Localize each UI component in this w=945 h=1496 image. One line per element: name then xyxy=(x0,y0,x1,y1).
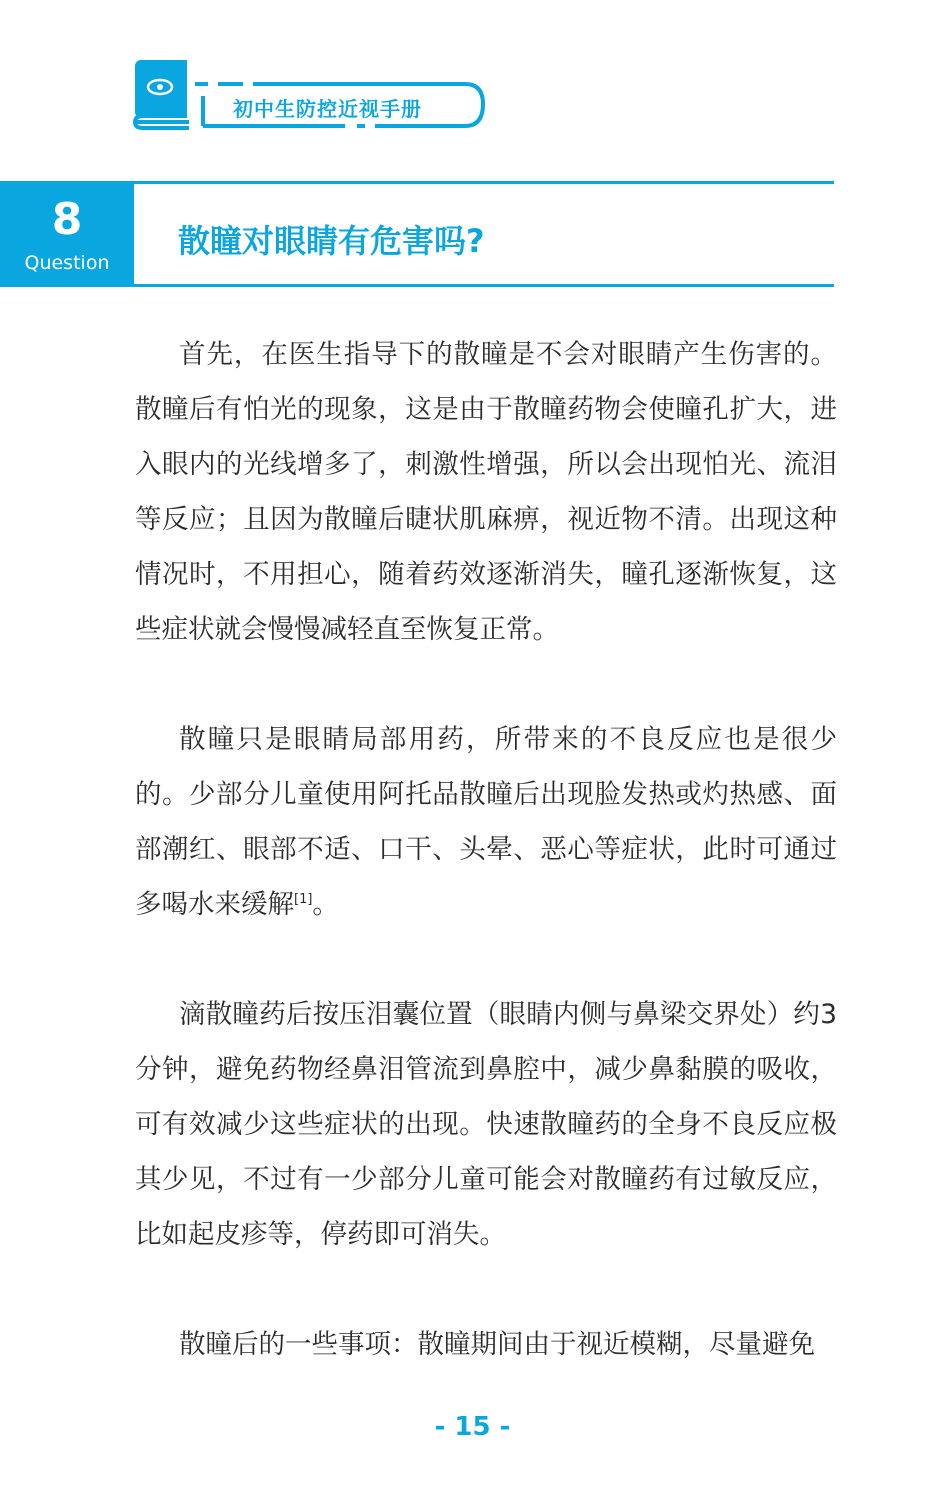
article-body xyxy=(135,327,837,1427)
question-number: 8 xyxy=(51,194,83,245)
question-title: 散瞳对眼睛有危害吗? xyxy=(178,222,485,260)
question-number-box xyxy=(0,181,134,287)
paragraph: 滴散瞳药后按压泪囊位置（眼睛内侧与鼻梁交界处）约3分钟，避免药物经鼻泪管流到鼻腔中，减少鼻黏膜的吸收，可有效减少这些症状的出现。快速散瞳药的全身不良反应极其少见，不过有一少部分儿童可能会对散瞳药有过敏反应，比如起皮疹等，停药即可消失。 xyxy=(135,999,837,1250)
paragraph-text: 散瞳只是眼睛局部用药，所带来的不良反应也是很少的。少部分儿童使用阿托品散瞳后出现脸发热或灼热感、面部潮红、眼部不适、口干、头晕、恶心等症状，此时可通过多喝水来缓解 xyxy=(135,724,837,920)
paragraph-tail: 。 xyxy=(312,889,339,920)
banner-bottom-rule xyxy=(134,284,834,287)
handbook-title: 初中生防控近视手册 xyxy=(233,97,422,121)
paragraph: 散瞳后的一些事项：散瞳期间由于视近模糊，尽量避免 xyxy=(179,1329,815,1360)
question-label: Question xyxy=(24,252,110,274)
banner-top-rule xyxy=(134,181,834,184)
page-number: - 15 - xyxy=(434,1412,511,1442)
handbook-header xyxy=(133,60,493,132)
paragraph xyxy=(135,712,837,932)
paragraph: 首先，在医生指导下的散瞳是不会对眼睛产生伤害的。散瞳后有怕光的现象，这是由于散瞳药物会使瞳孔扩大，进入眼内的光线增多了，刺激性增强，所以会出现怕光、流泪等反应；且因为散瞳后睫状肌麻痹，视近物不清。出现这种情况时，不用担心，随着药效逐渐消失，瞳孔逐渐恢复，这些症状就会慢慢减轻直至恢复正常。 xyxy=(135,339,837,645)
citation-ref: [1] xyxy=(294,892,313,908)
